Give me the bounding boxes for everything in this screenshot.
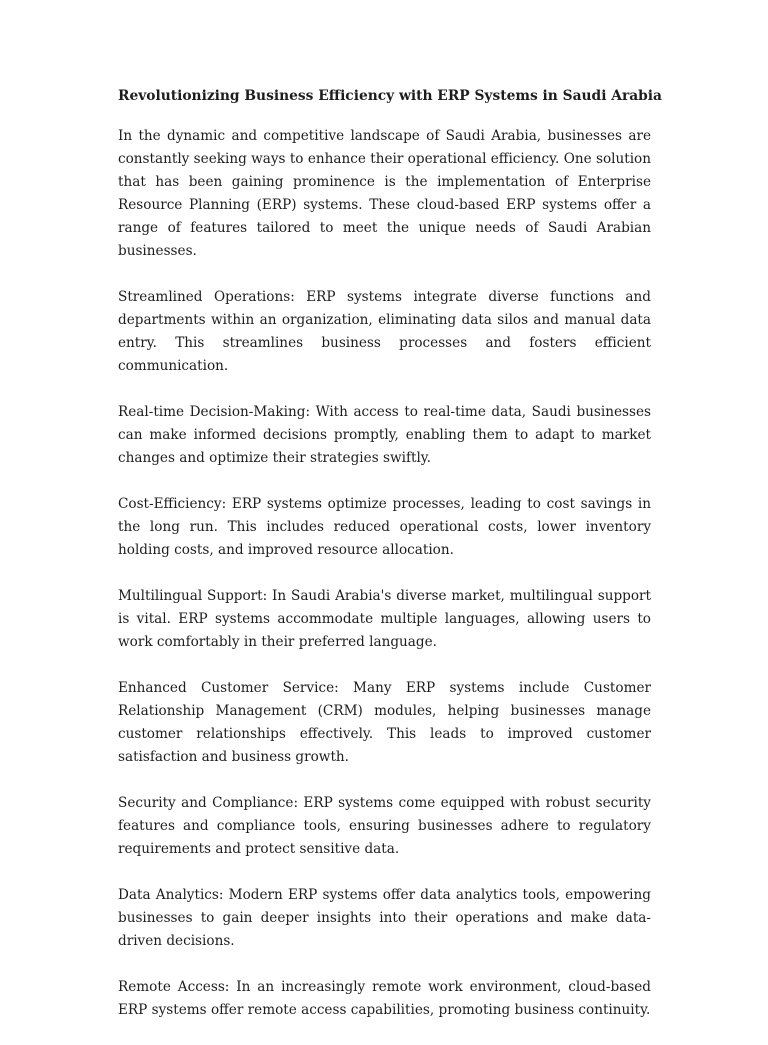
document-body: [118, 86, 662, 1045]
paragraph-multilingual-support: Multilingual Support: In Saudi Arabia's diverse market, multilingual support is vital. ERP systems accommodate multiple languages, allowing users to work comfortably in their preferred language.: [118, 588, 651, 650]
paragraph-enhanced-customer-service: Enhanced Customer Service: Many ERP systems include Customer Relationship Management (CRM) modules, helping businesses manage customer relationships effectively. This leads to improved customer satisfaction and business growth.: [118, 680, 651, 765]
paragraph-streamlined-operations: Streamlined Operations: ERP systems integrate diverse functions and departments within an organization, eliminating data silos and manual data entry. This streamlines business processes and fosters efficient communication.: [118, 289, 651, 374]
paragraph-data-analytics: Data Analytics: Modern ERP systems offer data analytics tools, empowering businesses to gain deeper insights into their operations and make data-driven decisions.: [118, 887, 651, 949]
document-title: Revolutionizing Business Efficiency with ERP Systems in Saudi Arabia: [118, 88, 662, 104]
paragraph-remote-access: Remote Access: In an increasingly remote work environment, cloud-based ERP systems offer remote access capabilities, promoting business continuity.: [118, 979, 651, 1018]
paragraph-security-and-compliance: Security and Compliance: ERP systems come equipped with robust security features and compliance tools, ensuring businesses adhere to regulatory requirements and protect sensitive data.: [118, 795, 651, 857]
paragraph-real-time-decision-making: Real-time Decision-Making: With access to real-time data, Saudi businesses can make informed decisions promptly, enabling them to adapt to market changes and optimize their strategies swiftly.: [118, 404, 651, 466]
paragraph-cost-efficiency: Cost-Efficiency: ERP systems optimize processes, leading to cost savings in the long run. This includes reduced operational costs, lower inventory holding costs, and improved resource allocation.: [118, 496, 651, 558]
paragraph-intro: In the dynamic and competitive landscape of Saudi Arabia, businesses are constantly seeking ways to enhance their operational efficiency. One solution that has been gaining prominence is the implementation of Enterprise Resource Planning (ERP) systems. These cloud-based ERP systems offer a range of features tailored to meet the unique needs of Saudi Arabian businesses.: [118, 128, 651, 259]
